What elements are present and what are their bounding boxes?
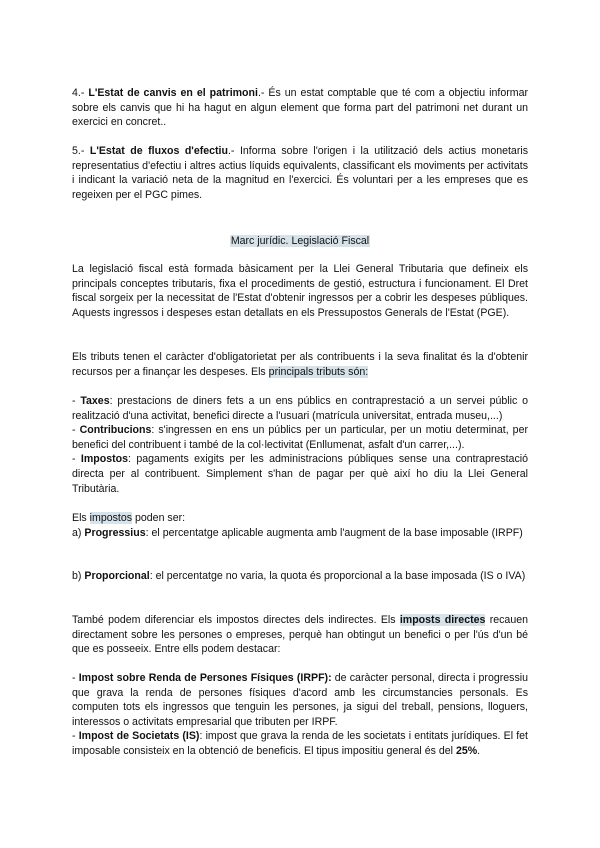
list-item-is <box>72 729 528 758</box>
directes-paragraph <box>72 613 528 657</box>
item-5-number: 5.- <box>72 145 90 157</box>
imposts-directes-list <box>72 671 528 759</box>
impostos-highlight: impostos <box>89 512 133 524</box>
irpf-text: de caràcter personal, directa i progressiu que grava la renda de persones físiques d'acord amb les circumstancies personals. Es computen tots els ingressos que tenguin les persones, ja sigui del treball, pensions, lloguers, interessos o activitats empresarial que tributen per IRPF. <box>72 672 528 728</box>
list-dash: - <box>72 395 81 407</box>
impostos-intro-before: Els <box>72 512 90 524</box>
progressius-item <box>72 526 528 541</box>
is-rate: 25% <box>455 744 478 757</box>
section-heading-text: Marc jurídic. Legislació Fiscal <box>230 235 370 247</box>
taxes-term: Taxes <box>80 395 110 407</box>
contribucions-term: Contribucions <box>79 424 152 437</box>
list-dash: - <box>72 730 79 743</box>
item-5-text: .- Informa sobre l'origen i la utilització dels actius monetaris representatius d'efectiu i altres actius líquids equivalents, classificant els moviments per activitats i indicant la variació neta de la magnitud en l'exercici. És voluntari per a les empreses que es regeixen per el PGC pimes. <box>72 145 529 201</box>
directes-before: També podem diferenciar els impostos directes dels indirectes. Els <box>72 614 400 626</box>
tributs-text: Els tributs tenen el caràcter d'obligatorietat per als contribuents i la seva finalitat és la d'obtenir recursos per a finançar les despeses. Els <box>72 351 528 378</box>
progressius-term: Progressius <box>84 526 146 539</box>
item-4-title: L'Estat de canvis en el patrimoni <box>88 87 258 99</box>
tributs-paragraph <box>72 350 528 379</box>
list-item-irpf <box>72 671 528 729</box>
proporcional-text: : el percentatge no varia, la quota és proporcional a la base imposada (IS o IVA) <box>149 570 526 582</box>
proporcional-prefix: b) <box>72 570 85 582</box>
impostos-intro <box>72 511 528 526</box>
item-4-text: .- És un estat comptable que té com a objectiu informar sobre els canvis que hi ha hagut en algun element que forma part del patrimoni net durant un exercici en concret.. <box>72 87 528 129</box>
impostos-term: Impostos <box>80 453 129 466</box>
item-4-paragraph <box>72 86 528 130</box>
proporcional-item <box>72 569 528 584</box>
list-dash: - <box>72 424 80 437</box>
impostos-types <box>72 511 528 540</box>
is-term: Impost de Societats (IS) <box>78 730 200 743</box>
progressius-text: : el percentatge aplicable augmenta amb l'augment de la base imposable (IRPF) <box>145 526 523 539</box>
list-item-taxes <box>72 394 528 423</box>
item-5-title: L'Estat de fluxos d'efectiu <box>89 145 228 157</box>
item-5-paragraph <box>72 144 528 202</box>
list-dash: - <box>72 672 79 684</box>
is-text: : impost que grava la renda de les societats i entitats jurídiques. El fet imposable consisteix en la obtenció de beneficis. El tipus impositiu general és del <box>72 730 528 757</box>
proporcional-term: Proporcional <box>84 570 150 582</box>
tributs-highlight: principals tributs són: <box>268 365 369 378</box>
list-item-impostos <box>72 452 528 496</box>
impostos-intro-after: poden ser: <box>132 512 186 524</box>
directes-after: recauen directament sobre les persones o empreses, perquè han obtingut un benefici o per l'ús d'un bé que es posseeix. Entre ells podem destacar: <box>72 614 528 656</box>
legislation-paragraph: La legislació fiscal està formada bàsicament per la Llei General Tributaria que defineix els principals conceptes tributaris, fixa el procediments de gestió, estructura i funcionament. El Dret fiscal sorgeix per la necessitat de l'Estat d'obtenir ingressos per a cobrir les despeses públiques. Aquests ingressos i despeses estan detallats en els Pressupostos Generals de l'Estat (PGE). <box>72 263 528 319</box>
impostos-text: : pagaments exigits per les administracions públiques sense una contraprestació directa per al contribuent. Simplement s'han de pagar per què així ho diu la Llei General Tributària. <box>72 453 528 495</box>
contribucions-text: : s'ingressen en ens un públics per un particular, per un motiu determinat, per benefici del contribuent i també de la col·lectivitat (Enllumenat, asfalt d'un carrer,...). <box>72 424 528 451</box>
is-end: . <box>477 744 481 757</box>
item-4-number: 4.- <box>72 87 89 99</box>
tributs-list <box>72 394 528 496</box>
irpf-term: Impost sobre Renda de Persones Físiques (IRPF): <box>78 672 332 684</box>
list-dash: - <box>72 453 81 466</box>
imposts-directes-highlight: imposts directes <box>399 614 486 626</box>
list-item-contribucions <box>72 423 528 452</box>
section-heading <box>0 234 600 248</box>
taxes-text: : prestacions de diners fets a un ens públics en contraprestació a un servei públic o realització d'una activitat, benefici directe a l'usuari (matrícula universitat, entrada museu,...) <box>72 395 528 422</box>
progressius-prefix: a) <box>72 526 85 539</box>
